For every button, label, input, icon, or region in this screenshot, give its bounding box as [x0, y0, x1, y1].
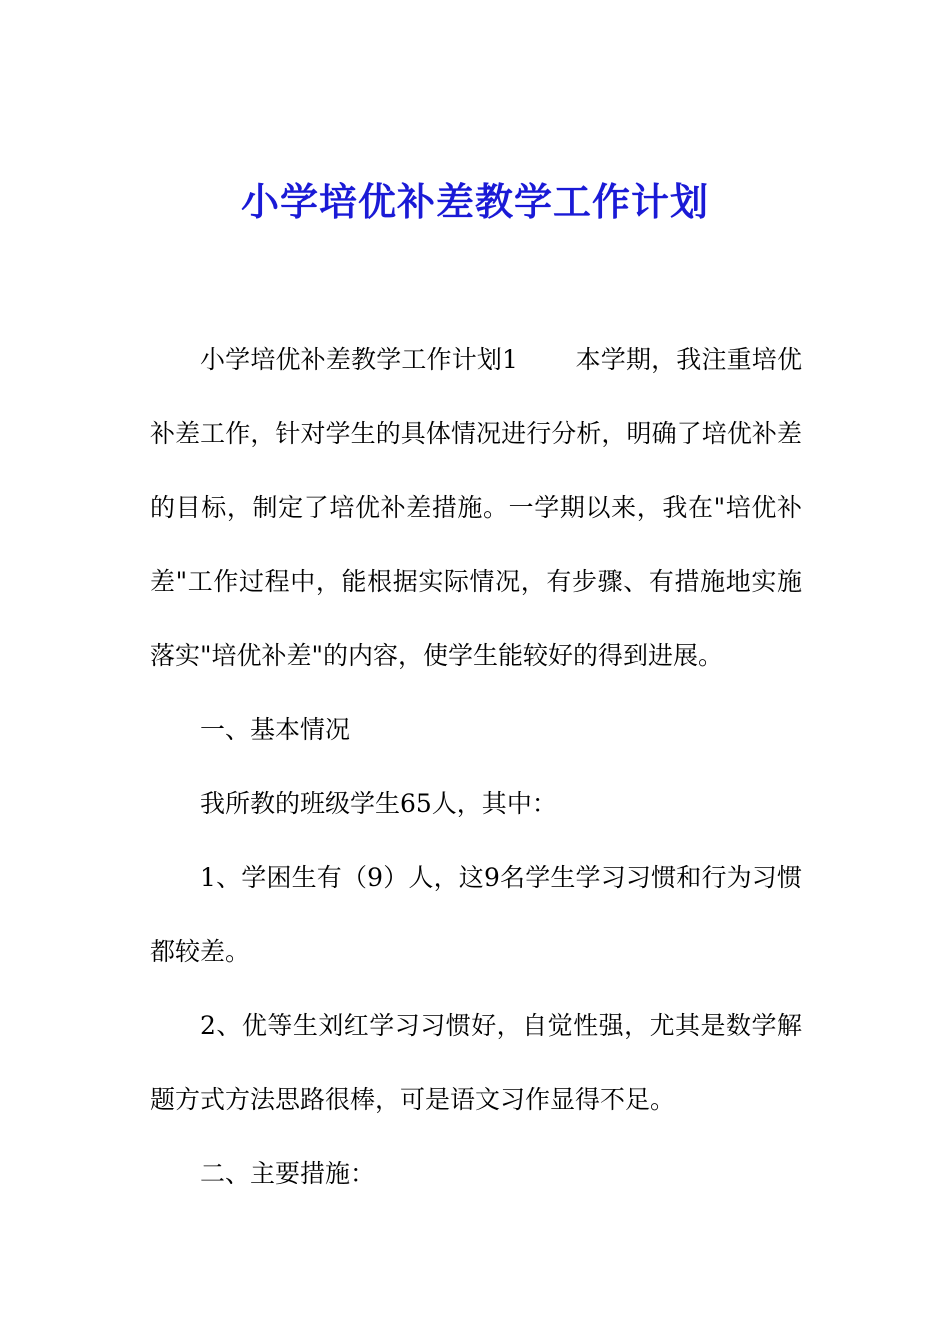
paragraph-text: 本学期，我注重培优补差工作，针对学生的具体情况进行分析，明确了培优补差的目标，制定了培优补差措施。一学期以来，我在"培优补差"工作过程中，能根据实际情况，有步骤、有措施地实施落实"培优补差"的内容，使学生能较好的得到进展。 — [150, 345, 802, 670]
paragraph: 我所教的班级学生65人，其中： — [200, 789, 557, 818]
paragraph: 二、主要措施： — [200, 1159, 376, 1188]
paragraph: 2、优等生刘红学习习惯好，自觉性强，尤其是数学解题方式方法思路很棒，可是语文习作显得不足。 — [150, 1011, 802, 1114]
document-title: 小学培优补差教学工作计划 — [240, 179, 709, 224]
paragraph: 1、学困生有（9）人，这9名学生学习习惯和行为习惯都较差。 — [150, 863, 802, 966]
paragraph: 一、基本情况 — [200, 715, 351, 744]
document-body — [150, 323, 802, 1211]
section-heading: 小学培优补差教学工作计划1 — [200, 345, 518, 374]
paragraph-intro — [150, 323, 802, 693]
